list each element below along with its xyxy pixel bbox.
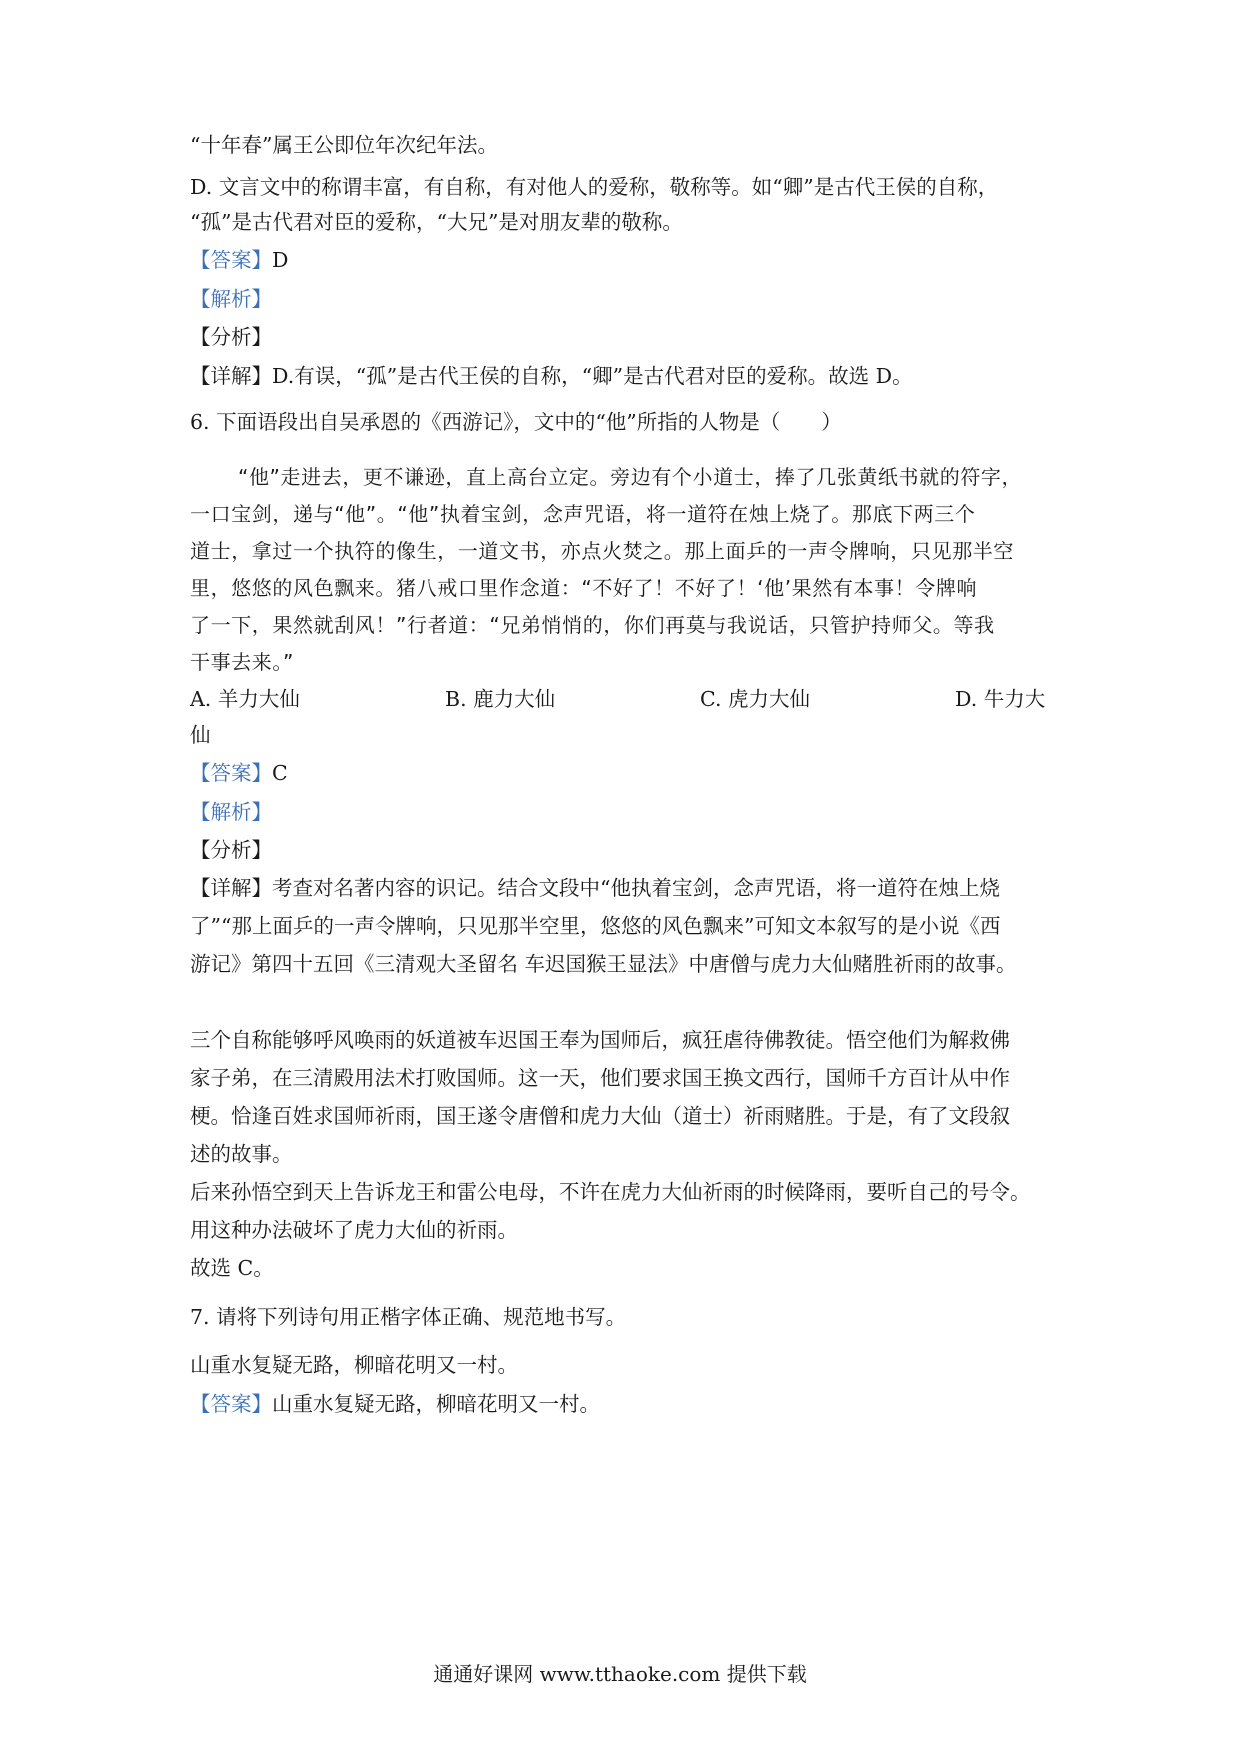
story-line: 梗。恰逢百姓求国师祈雨，国王遂令唐僧和虎力大仙（道士）祈雨赌胜。于是，有了文段叙 [190,1104,1010,1128]
passage-line: 一口宝剑，递与“他”。“他”执着宝剑，念声咒语，将一道符在烛上烧了。那底下两三个 [190,502,976,526]
story-line: 用这种办法破坏了虎力大仙的祈雨。 [190,1218,518,1242]
poem-line: 山重水复疑无路，柳暗花明又一村。 [190,1353,518,1377]
q5-detail [190,361,913,391]
story-line: 后来孙悟空到天上告诉龙王和雷公电母，不许在虎力大仙祈雨的时候降雨，要听自己的号令。 [190,1180,1031,1204]
passage-line: “他”走进去，更不谦逊，直上高台立定。旁边有个小道士，捧了几张黄纸书就的符字， [238,465,1023,489]
q5-fenxi [190,322,272,352]
option-d: D. 牛力大 [955,687,1046,711]
fenxi-tag: 【分析】 [190,838,272,862]
detail-tag: 【详解】 [190,364,272,388]
q5-answer [190,245,288,275]
analysis-tag: 【解析】 [190,800,272,824]
q6-answer [190,758,288,788]
passage-line: 道士，拿过一个执符的像生，一道文书，亦点火焚之。那上面乒的一声令牌响，只见那半空 [190,539,1014,563]
answer-value: 山重水复疑无路，柳暗花明又一村。 [272,1392,600,1416]
analysis-tag: 【解析】 [190,287,272,311]
passage-line: 干事去来。” [190,650,294,674]
passage-line: 里，悠悠的风色飘来。猪八戒口里作念道：“不好了！不好了！‘他’果然有本事！令牌响 [190,576,978,600]
answer-value: D [272,248,289,272]
story-line: 述的故事。 [190,1142,293,1166]
footer-watermark: 通通好课网 www.tthaoke.com 提供下载 [433,1662,807,1686]
answer-tag: 【答案】 [190,248,272,272]
q6-jiexi [190,797,272,827]
detail-line: 游记》第四十五回《三清观大圣留名 车迟国猴王显法》中唐僧与虎力大仙赌胜祈雨的故事。 [190,952,1017,976]
text-line: “十年春”属王公即位年次纪年法。 [190,133,498,157]
story-line: 家子弟，在三清殿用法术打败国师。这一天，他们要求国王换文西行，国师千方百计从中作 [190,1066,1010,1090]
detail-text: D.有误，“孤”是古代王侯的自称，“卿”是古代君对臣的爱称。故选 D。 [272,364,913,388]
option-b: B. 鹿力大仙 [445,687,556,711]
q6-detail [190,873,1000,903]
answer-tag: 【答案】 [190,1392,272,1416]
question-7-stem: 7. 请将下列诗句用正楷字体正确、规范地书写。 [190,1305,627,1329]
q5-jiexi [190,284,272,314]
answer-tag: 【答案】 [190,761,272,785]
detail-text: 考查对名著内容的识记。结合文段中“他执着宝剑，念声咒语，将一道符在烛上烧 [272,876,1000,900]
fenxi-tag: 【分析】 [190,325,272,349]
question-6-stem: 6. 下面语段出自吴承恩的《西游记》，文中的“他”所指的人物是（ ） [190,410,842,434]
option-a: A. 羊力大仙 [190,687,300,711]
answer-value: C [272,761,288,785]
conclusion-line: 故选 C。 [190,1256,274,1280]
option-d-wrap: 仙 [190,723,211,747]
passage-line: 了一下，果然就刮风！”行者道：“兄弟悄悄的，你们再莫与我说话，只管护持师父。等我 [190,613,995,637]
story-line: 三个自称能够呼风唤雨的妖道被车迟国王奉为国师后，疯狂虐待佛教徒。悟空他们为解救佛 [190,1028,1010,1052]
detail-line: 了”“那上面乒的一声令牌响，只见那半空里，悠悠的风色飘来”可知文本叙写的是小说《西 [190,914,1001,938]
option-c: C. 虎力大仙 [700,687,810,711]
q6-fenxi [190,835,272,865]
q7-answer [190,1389,600,1419]
text-line: “孤”是古代君对臣的爱称，“大兄”是对朋友辈的敬称。 [190,210,683,234]
detail-tag: 【详解】 [190,876,272,900]
option-d-line: D. 文言文中的称谓丰富，有自称，有对他人的爱称，敬称等。如“卿”是古代王侯的自称， [190,175,999,199]
